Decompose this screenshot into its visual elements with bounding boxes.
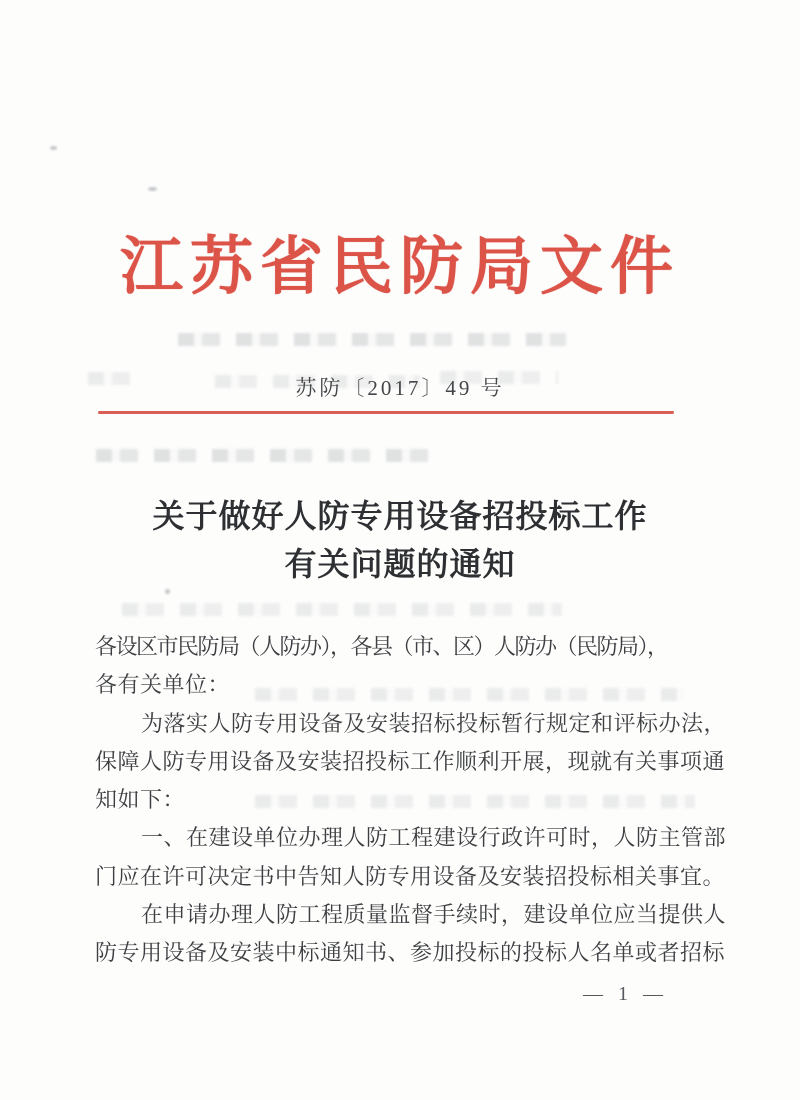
- letterhead-title: 江苏省民防局文件: [120, 232, 680, 302]
- notice-title: [0, 492, 800, 588]
- body-line: 各有关单位：: [95, 672, 231, 698]
- paper-speck: [148, 187, 157, 191]
- body-line: 门应在许可决定书中告知人防专用设备及安装招投标相关事宜。: [95, 863, 726, 889]
- doc-number: 苏防〔2017〕49 号: [295, 376, 505, 400]
- body-line: 保障人防专用设备及安装招投标工作顺利开展，现就有关事项通: [95, 748, 726, 774]
- paper-speck: [165, 589, 170, 594]
- body-line: 一、在建设单位办理人防工程建设行政许可时，人防主管部: [141, 825, 727, 851]
- document-body: [95, 628, 735, 973]
- body-line: 知如下：: [95, 787, 186, 813]
- body-line: 在申请办理人防工程质量监督手续时，建设单位应当提供人: [141, 902, 727, 928]
- body-line: 各设区市民防局（人防办），各县（市、区）人防办（民防局），: [95, 634, 668, 659]
- bleedthrough-artifact: [178, 333, 566, 346]
- notice-title-line-2: 有关问题的通知: [284, 546, 516, 582]
- body-line: 防专用设备及安装中标通知书、参加投标的投标人名单或者招标: [95, 940, 726, 966]
- body-line: 为落实人防专用设备及安装招标投标暂行规定和评标办法，: [141, 710, 727, 736]
- page-number: — 1 —: [583, 983, 668, 1005]
- notice-title-line-1: 关于做好人防专用设备招投标工作: [152, 498, 648, 534]
- red-divider-rule: [98, 411, 674, 414]
- bleedthrough-artifact: [96, 449, 436, 462]
- paper-speck: [50, 146, 57, 150]
- bleedthrough-artifact: [122, 603, 562, 616]
